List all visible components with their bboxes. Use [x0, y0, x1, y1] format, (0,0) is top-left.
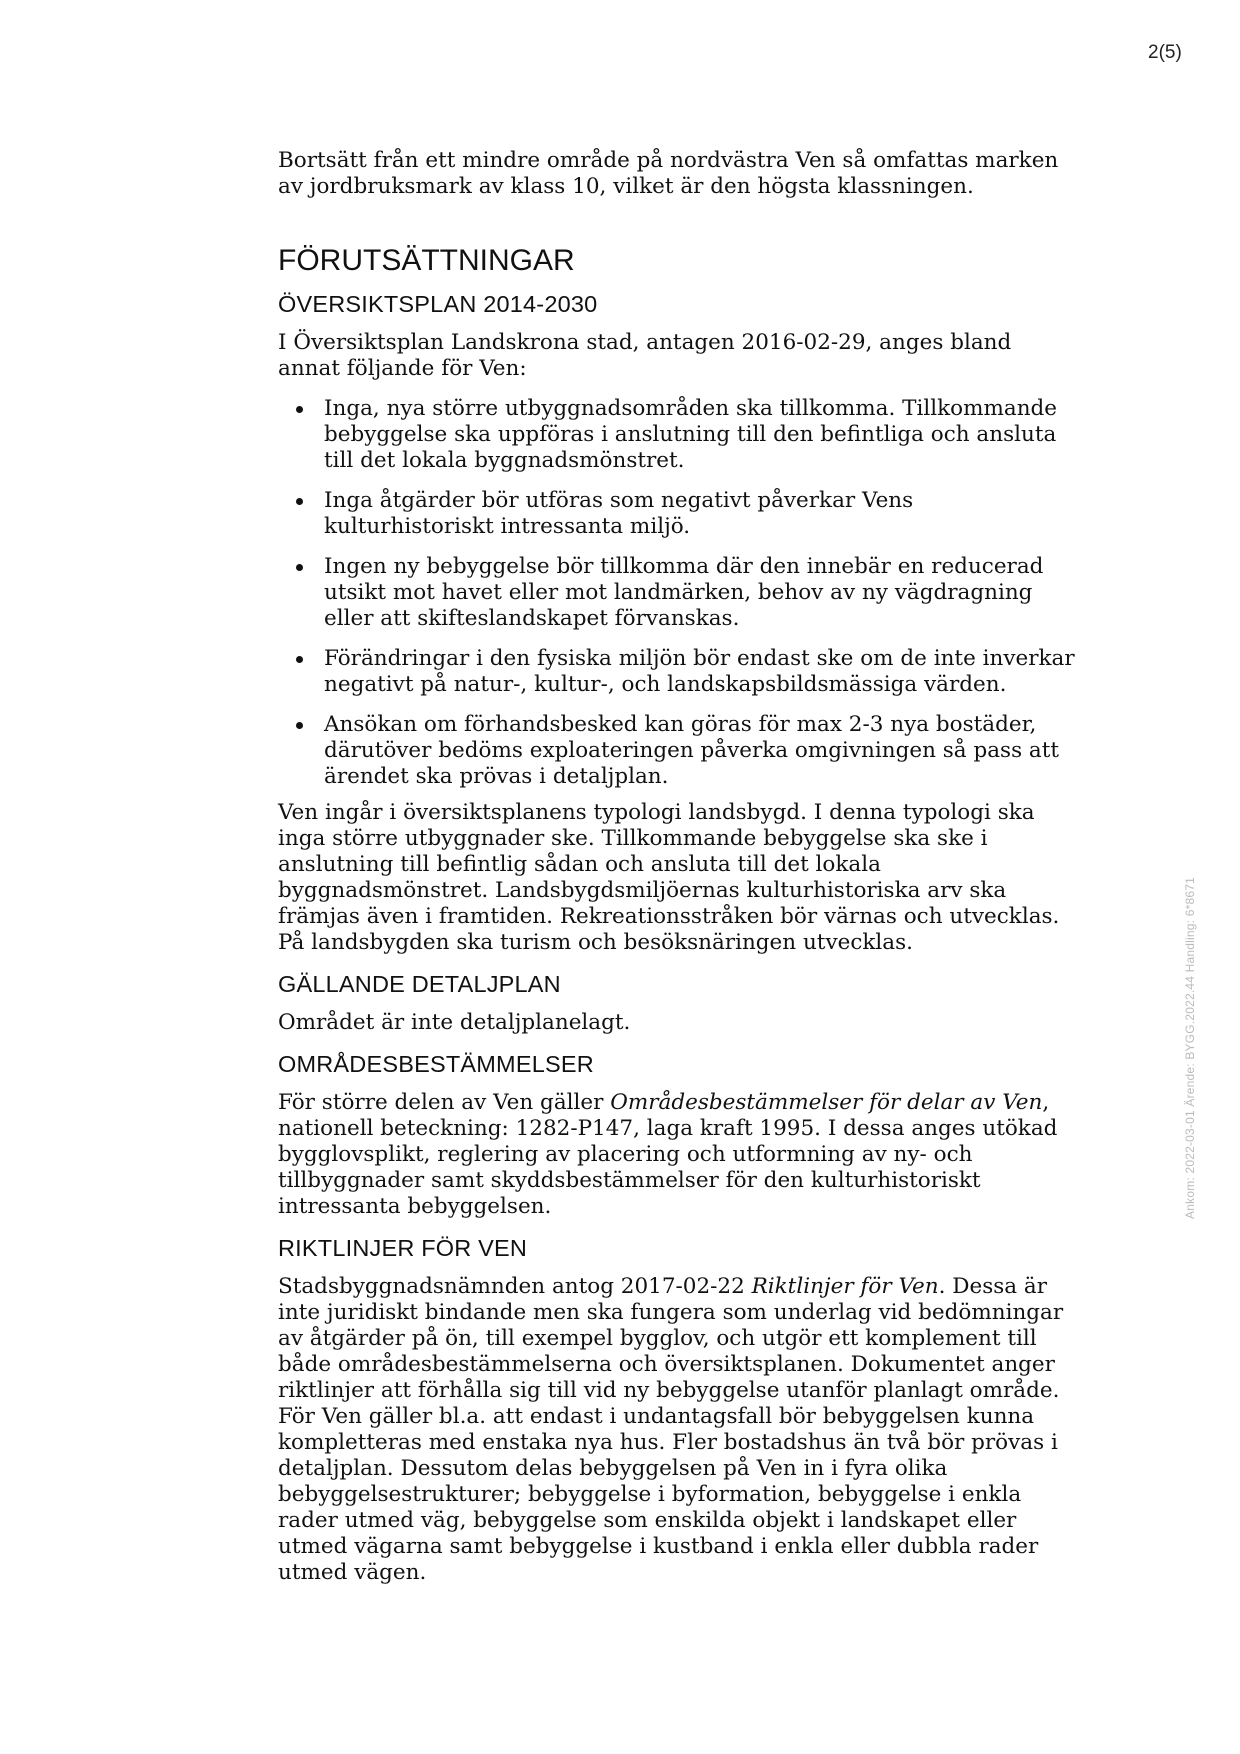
detaljplan-paragraph: Området är inte detaljplanelagt. [278, 1010, 631, 1035]
bullet-icon [296, 722, 303, 729]
list-item-text: Förändringar i den fysiska miljön bör endast ske om de inte inverkar negativt på natur-, kultur-, och landskapsbildsmässiga värden. [324, 646, 1075, 697]
bullet-icon [296, 406, 303, 413]
bullet-icon [296, 498, 303, 505]
list-item [324, 396, 1078, 474]
riktlinjer-title: Riktlinjer för Ven [751, 1274, 939, 1299]
list-item [324, 554, 1078, 632]
heading-omradesbestammelser: OMRÅDESBESTÄMMELSER [278, 1051, 594, 1077]
heading-detaljplan: GÄLLANDE DETALJPLAN [278, 971, 561, 997]
bullet-icon [296, 656, 303, 663]
bullet-icon [296, 564, 303, 571]
omradesbestammelser-paragraph [278, 1090, 1078, 1220]
omradesbestammelser-text-start: För större delen av Ven gäller [278, 1090, 611, 1115]
oversiktsplan-bullet-list [278, 396, 1078, 790]
document-body [278, 148, 1078, 1600]
list-item [324, 712, 1078, 790]
list-item-text: Ansökan om förhandsbesked kan göras för max 2-3 nya bostäder, därutöver bedöms exploateringen påverka omgivningen så pass att ärendet ska prövas i detaljplan. [324, 712, 1060, 789]
riktlinjer-text-start: Stadsbyggnadsnämnden antog 2017-02-22 [278, 1274, 752, 1299]
list-item [324, 488, 1078, 540]
riktlinjer-paragraph [278, 1274, 1078, 1586]
heading-riktlinjer: RIKTLINJER FÖR VEN [278, 1235, 528, 1261]
heading-oversiktsplan: ÖVERSIKTSPLAN 2014-2030 [278, 291, 598, 317]
list-item-text: Inga åtgärder bör utföras som negativt påverkar Vens kulturhistoriskt intressanta miljö. [324, 488, 914, 539]
omradesbestammelser-title: Områdesbestämmelser för delar av Ven [610, 1090, 1043, 1115]
archive-stamp: Ankom: 2022-03-01 Ärende: BYGG.2022.44 Handling: 6*8671 [1183, 877, 1197, 1219]
page-number: 2(5) [1148, 42, 1182, 63]
intro-paragraph: Bortsätt från ett mindre område på nordvästra Ven så omfattas marken av jordbruksmark av klass 10, vilket är den högsta klassningen. [278, 148, 1059, 199]
omradesbestammelser-text-end: , nationell beteckning: 1282-P147, laga kraft 1995. I dessa anges utökad bygglovsplikt, reglering av placering och utformning av ny- och tillbyggnader samt skyddsbestämmelser för den kulturhistoriskt intressanta bebyggelsen. [278, 1090, 1058, 1219]
heading-forutsattningar: FÖRUTSÄTTNINGAR [278, 244, 575, 277]
oversiktsplan-lead: I Översiktsplan Landskrona stad, antagen 2016-02-29, anges bland annat följande för Ven: [278, 330, 1012, 381]
list-item-text: Inga, nya större utbyggnadsområden ska tillkomma. Tillkommande bebyggelse ska uppföras i anslutning till den befintliga och ansluta till det lokala byggnadsmönstret. [324, 396, 1058, 473]
list-item [324, 646, 1078, 698]
oversiktsplan-typology-paragraph: Ven ingår i översiktsplanens typologi landsbygd. I denna typologi ska inga större utbyggnader ske. Tillkommande bebyggelse ska ske i anslutning till befintlig sådan och ansluta till det lokala byggnadsmönstret. Landsbygdsmiljöernas kulturhistoriska arv ska främjas även i framtiden. Rekreationsstråken bör värnas och utvecklas. På landsbygden ska turism och besöksnäringen utvecklas. [278, 800, 1060, 955]
riktlinjer-text-end: . Dessa är inte juridiskt bindande men ska fungera som underlag vid bedömningar av åtgärder på ön, till exempel bygglov, och utgör ett komplement till både områdesbestämmelserna och översiktsplanen. Dokumentet anger riktlinjer att förhålla sig till vid ny bebyggelse utanför planlagt område. För Ven gäller bl.a. att endast i undantagsfall bör bebyggelsen kunna kompletteras med enstaka nya hus. Fler bostadshus än två bör prövas i detaljplan. Dessutom delas bebyggelsen på Ven in i fyra olika bebyggelsestrukturer; bebyggelse i byformation, bebyggelse i enkla rader utmed väg, bebyggelse som enskilda objekt i landskapet eller utmed vägarna samt bebyggelse i kustband i enkla eller dubbla rader utmed vägen. [278, 1274, 1064, 1585]
list-item-text: Ingen ny bebyggelse bör tillkomma där den innebär en reducerad utsikt mot havet eller mot landmärken, behov av ny vägdragning eller att skifteslandskapet förvanskas. [324, 554, 1044, 631]
